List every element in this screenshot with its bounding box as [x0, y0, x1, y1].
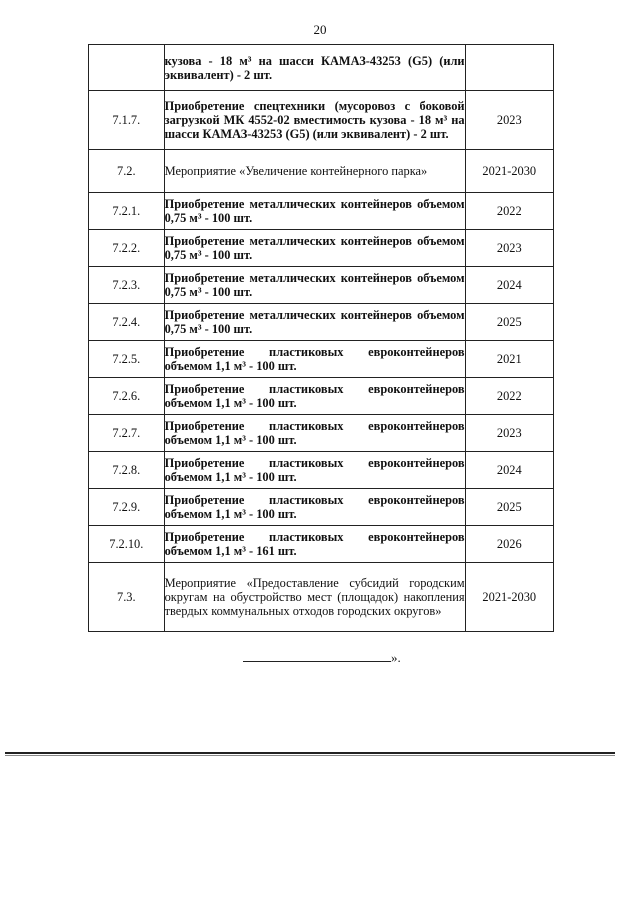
row-number: [89, 45, 165, 91]
row-number: 7.2.10.: [89, 526, 165, 563]
table-row: [89, 378, 554, 415]
row-description: Приобретение пластиковых евроконтейнеров объемом 1,1 м³ - 100 шт.: [164, 378, 465, 415]
row-year: 2021-2030: [465, 563, 553, 632]
row-year: 2022: [465, 193, 553, 230]
row-number: 7.3.: [89, 563, 165, 632]
row-year: 2021-2030: [465, 150, 553, 193]
row-number: 7.2.: [89, 150, 165, 193]
row-description: Приобретение металлических контейнеров объемом 0,75 м³ - 100 шт.: [164, 267, 465, 304]
row-number: 7.2.5.: [89, 341, 165, 378]
row-description: Приобретение пластиковых евроконтейнеров объемом 1,1 м³ - 100 шт.: [164, 489, 465, 526]
row-description: Приобретение пластиковых евроконтейнеров объемом 1,1 м³ - 161 шт.: [164, 526, 465, 563]
row-description: Приобретение металлических контейнеров объемом 0,75 м³ - 100 шт.: [164, 230, 465, 267]
row-description: Приобретение пластиковых евроконтейнеров объемом 1,1 м³ - 100 шт.: [164, 415, 465, 452]
row-year: 2023: [465, 91, 553, 150]
row-number: 7.2.6.: [89, 378, 165, 415]
row-description: кузова - 18 м³ на шасси КАМАЗ-43253 (G5) (или эквивалент) - 2 шт.: [164, 45, 465, 91]
table-row: [89, 267, 554, 304]
table-row: [89, 45, 554, 91]
row-year: 2023: [465, 230, 553, 267]
row-description: Приобретение спецтехники (мусоровоз с боковой загрузкой МК 4552-02 вместимость кузова - 18 м³ на шасси КАМАЗ-43253 (G5) (или эквивалент) - 2 шт.: [164, 91, 465, 150]
footer-divider-thin: [5, 755, 615, 756]
row-year: 2022: [465, 378, 553, 415]
page-number: 20: [313, 22, 327, 37]
row-number: 7.2.4.: [89, 304, 165, 341]
table-row: [89, 304, 554, 341]
row-description: Приобретение металлических контейнеров объемом 0,75 м³ - 100 шт.: [164, 193, 465, 230]
table-row: [89, 489, 554, 526]
table-row: [89, 452, 554, 489]
row-number: 7.2.9.: [89, 489, 165, 526]
table-row: [89, 193, 554, 230]
row-number: 7.2.7.: [89, 415, 165, 452]
table-row: [89, 341, 554, 378]
closing-line: [243, 650, 401, 666]
signature-underline: [243, 651, 391, 662]
row-number: 7.2.3.: [89, 267, 165, 304]
row-description: Мероприятие «Увеличение контейнерного парка»: [164, 150, 465, 193]
closing-quote: ».: [391, 650, 401, 665]
row-description: Приобретение пластиковых евроконтейнеров объемом 1,1 м³ - 100 шт.: [164, 452, 465, 489]
row-year: 2025: [465, 489, 553, 526]
table-row: [89, 563, 554, 632]
row-year: 2021: [465, 341, 553, 378]
row-number: 7.2.1.: [89, 193, 165, 230]
row-number: 7.2.8.: [89, 452, 165, 489]
row-year: [465, 45, 553, 91]
table-row: [89, 415, 554, 452]
table-row: [89, 526, 554, 563]
table-row: [89, 230, 554, 267]
row-year: 2024: [465, 267, 553, 304]
row-number: 7.1.7.: [89, 91, 165, 150]
table-row: [89, 150, 554, 193]
footer-divider: [5, 752, 615, 754]
row-year: 2026: [465, 526, 553, 563]
table-row: [89, 91, 554, 150]
row-number: 7.2.2.: [89, 230, 165, 267]
row-year: 2025: [465, 304, 553, 341]
row-description: Приобретение пластиковых евроконтейнеров объемом 1,1 м³ - 100 шт.: [164, 341, 465, 378]
measures-table: [88, 44, 554, 632]
row-description: Приобретение металлических контейнеров объемом 0,75 м³ - 100 шт.: [164, 304, 465, 341]
row-year: 2023: [465, 415, 553, 452]
row-year: 2024: [465, 452, 553, 489]
row-description: Мероприятие «Предоставление субсидий городским округам на обустройство мест (площадок) накопления твердых коммунальных отходов городских округов»: [164, 563, 465, 632]
